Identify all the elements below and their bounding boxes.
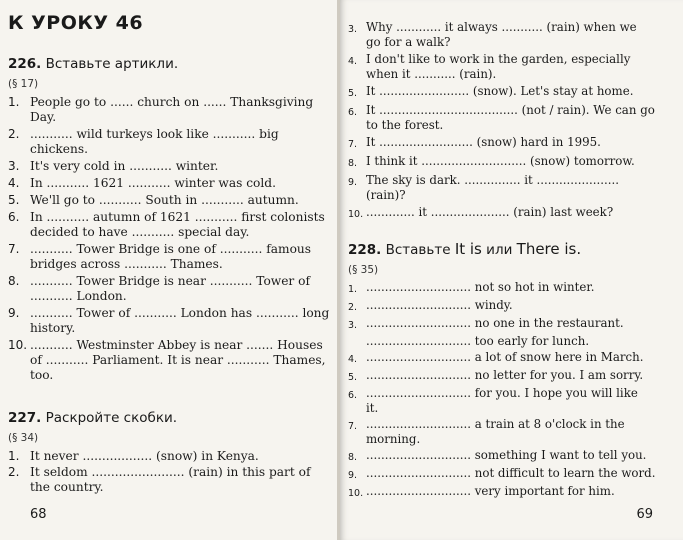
exercise-228-ref: (§ 35) [348,264,379,276]
exercise-item [348,154,678,171]
exercise-226 [8,56,334,385]
item-line: it. [366,401,379,415]
item-text [366,316,678,333]
exercise-item [348,280,678,297]
exercise-227-continued-list [348,20,678,222]
item-line: ............................ not difficult to learn the word. [366,466,656,480]
exercise-item [8,176,334,191]
item-line: It ........................ (snow). Let's stay at home. [366,84,634,98]
item-text [366,386,678,416]
item-line: ........... wild turkeys look like ........... big [30,127,279,141]
item-text [366,280,678,297]
item-text [366,52,678,82]
item-line: We'll go to ........... South in ........... autumn. [30,193,299,207]
item-number [348,334,366,349]
exercise-228-or: или [486,242,513,258]
exercise-227-header [8,410,334,426]
lesson-title: К УРОКУ 46 [8,12,144,34]
item-number: 5. [348,88,358,99]
exercise-item [348,368,678,385]
exercise-227-continued [348,20,678,224]
item-number: 9. [348,470,358,481]
item-line: It seldom ........................ (rain) in this part of [30,465,311,479]
item-number: 8. [348,158,358,169]
exercise-item [8,306,334,336]
exercise-item [348,205,678,222]
exercise-item [8,210,334,240]
exercise-228-header [348,240,678,258]
item-number: 4. [348,56,358,67]
item-number: 10. [348,488,364,499]
item-number: 5. [348,372,358,383]
exercise-item [348,20,678,50]
item-line: ............. it ..................... (rain) last week? [366,205,614,219]
item-text [366,484,678,501]
item-line: The sky is dark. ............... it ...................... [366,173,620,187]
item-number: 9. [8,306,20,320]
item-number: 4. [8,176,20,190]
item-line: of ........... Parliament. It is near ........... Thames, [30,353,326,367]
item-number: 3. [348,24,358,35]
exercise-227-ref: (§ 34) [8,432,39,444]
item-text [30,193,334,208]
exercise-227-number: 227. [8,410,42,426]
exercise-228-term-1: It is [454,240,482,258]
exercise-item [8,449,334,464]
exercise-item [348,298,678,315]
item-text [30,338,334,383]
page-number-left: 68 [30,507,47,522]
item-line: bridges across ........... Thames. [30,257,223,271]
left-page [0,0,339,540]
item-number: 5. [8,193,20,207]
exercise-228 [348,240,678,502]
exercise-item [348,103,678,133]
item-text [366,135,678,152]
item-number: 8. [8,274,20,288]
item-number: 1. [8,95,20,109]
item-line: morning. [366,432,421,446]
item-number: 6. [348,390,358,401]
exercise-item [8,95,334,125]
page-number-right: 69 [636,507,653,522]
item-text [30,127,334,157]
exercise-item [8,338,334,383]
item-line: chickens. [30,142,88,156]
item-text [30,274,334,304]
item-line: ............................ not so hot in winter. [366,280,595,294]
item-line: ........... Tower Bridge is near ........... Tower of [30,274,310,288]
exercise-228-instruction: Вставьте [385,242,451,258]
item-number: 7. [8,242,20,256]
item-line: too. [30,368,54,382]
item-line: ............................ a lot of snow here in March. [366,350,644,364]
exercise-item [8,193,334,208]
item-text [366,298,678,315]
item-text [30,210,334,240]
exercise-item [348,386,678,416]
item-number: 7. [348,421,358,432]
item-text [366,205,678,222]
exercise-228-term-2: There is. [516,240,582,258]
item-number: 1. [348,284,358,295]
item-text [366,417,678,447]
item-text [366,334,678,349]
exercise-item [348,466,678,483]
item-line: Why ............ it always ........... (rain) when we [366,20,637,34]
item-number: 10. [8,338,28,352]
item-line: In ........... autumn of 1621 ........... first colonists [30,210,325,224]
item-number: 7. [348,139,358,150]
item-line: ........... Tower Bridge is one of ........... famous [30,242,312,256]
item-line: ........... Westminster Abbey is near ....... Houses [30,338,323,352]
item-line: ............................ a train at 8 o'clock in the [366,417,625,431]
exercise-item [8,127,334,157]
exercise-227-list [8,449,334,495]
item-number: 6. [348,107,358,118]
item-text [366,350,678,367]
item-line: It never .................. (snow) in Kenya. [30,449,259,463]
exercise-227 [8,410,334,496]
exercise-226-header [8,56,334,72]
item-line: (rain)? [366,188,406,202]
exercise-item [348,350,678,367]
item-text [366,20,678,50]
item-line: ............................ no letter for you. I am sorry. [366,368,644,382]
exercise-item [348,417,678,447]
item-text [366,103,678,133]
item-number: 2. [8,465,20,479]
item-number: 2. [348,302,358,313]
exercise-226-list [8,95,334,383]
item-text [366,84,678,101]
item-line: It ......................... (snow) hard in 1995. [366,135,601,149]
exercise-226-number: 226. [8,56,42,72]
item-text [30,242,334,272]
exercise-226-instruction: Вставьте артикли. [45,56,179,72]
exercise-item [348,484,678,501]
item-line: ........... Tower of ........... London has ........... long [30,306,330,320]
item-line: It ..................................... (not / rain). We can go [366,103,655,117]
exercise-item [8,274,334,304]
exercise-226-ref: (§ 17) [8,78,39,90]
item-number: 3. [348,320,358,331]
exercise-item [8,465,334,495]
item-number: 3. [8,159,20,173]
exercise-item [348,316,678,333]
item-text [366,448,678,465]
item-line: the country. [30,480,104,494]
exercise-item [8,242,334,272]
item-line: ............................ very important for him. [366,484,615,498]
item-line: ............................ something I want to tell you. [366,448,647,462]
exercise-item [348,334,678,349]
item-text [30,176,334,191]
item-number: 6. [8,210,20,224]
exercise-227-instruction: Раскройте скобки. [45,410,178,426]
item-number: 10. [348,209,364,220]
item-text [366,368,678,385]
item-line: ........... London. [30,289,127,303]
item-number: 1. [8,449,20,463]
item-text [30,306,334,336]
right-page [340,0,683,540]
item-text [30,95,334,125]
item-line: to the forest. [366,118,444,132]
exercise-228-list [348,280,678,501]
item-line: decided to have ........... special day. [30,225,250,239]
item-line: go for a walk? [366,35,451,49]
item-text [30,159,334,174]
exercise-item [348,52,678,82]
item-text [366,154,678,171]
exercise-item [8,159,334,174]
item-line: when it ........... (rain). [366,67,497,81]
item-number: 8. [348,452,358,463]
exercise-item [348,84,678,101]
item-text [366,173,678,203]
item-text [30,449,334,464]
item-line: I think it ............................ (snow) tomorrow. [366,154,635,168]
exercise-228-number: 228. [348,242,382,258]
item-number: 4. [348,354,358,365]
item-text [30,465,334,495]
exercise-item [348,448,678,465]
item-line: People go to ...... church on ...... Thanksgiving [30,95,314,109]
item-number: 2. [8,127,20,141]
item-line: I don't like to work in the garden, especially [366,52,631,66]
item-line: ............................ too early for lunch. [366,334,590,348]
item-number: 9. [348,177,358,188]
item-line: ............................ windy. [366,298,513,312]
item-line: history. [30,321,76,335]
item-text [366,466,678,483]
item-line: ............................ for you. I hope you will like [366,386,638,400]
exercise-item [348,135,678,152]
item-line: ............................ no one in the restaurant. [366,316,624,330]
item-line: It's very cold in ........... winter. [30,159,219,173]
item-line: Day. [30,110,57,124]
item-line: In ........... 1621 ........... winter was cold. [30,176,276,190]
exercise-item [348,173,678,203]
